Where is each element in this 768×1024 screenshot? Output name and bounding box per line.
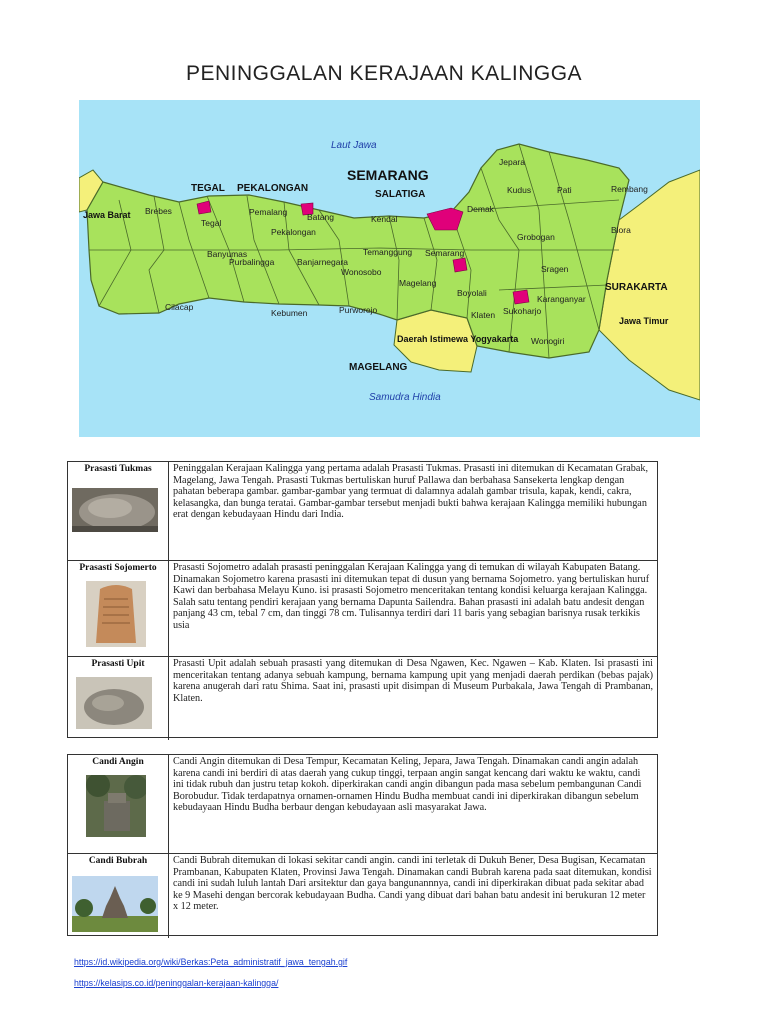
regency-label: Blora xyxy=(611,225,631,235)
row-label-cell xyxy=(68,854,169,938)
row-text-cell: Peninggalan Kerajaan Kalingga yang pertama adalah Prasasti Tukmas. Prasasti ini ditemukan di Kecamatan Grabak, Magelang, Jawa Tengah. Prasasti Tukmas bertuliskan huruf Pallawa dan berbahasa Sansekerta lengkap dengan pahatan beberapa gambar. gambar-gambar yang termuat di dalamnya adalah gambar trisula, kapak, kendi, cakra, kelasangka, dan bunga teratai. Gambar-gambar tersebut menjadi bukti bahwa kerajaan Kalingga memiliki hubungan erat dengan kebudayaan Hindu dari India. xyxy=(173,463,648,521)
surakarta-marker xyxy=(513,290,529,304)
city-label-salatiga: SALATIGA xyxy=(375,189,426,200)
regency-label: Purworejo xyxy=(339,305,378,315)
regency-label: Kudus xyxy=(507,185,532,195)
salatiga-marker xyxy=(453,258,467,272)
regency-label: Purbalingga xyxy=(229,257,275,267)
regency-label: Jepara xyxy=(499,157,525,167)
source-link[interactable]: https://id.wikipedia.org/wiki/Berkas:Peta_administratif_jawa_tengah.gif xyxy=(74,957,348,967)
table-row xyxy=(68,853,657,938)
row-label: Candi Bubrah xyxy=(88,856,148,866)
prasasti-tukmas-photo xyxy=(72,488,158,532)
neighbor-label-jatim: Jawa Timur xyxy=(619,316,669,326)
regency-label: Tegal xyxy=(201,218,222,228)
regency-label: Magelang xyxy=(399,278,437,288)
sea-north-label: Laut Jawa xyxy=(331,140,377,151)
city-label-pekalongan: PEKALONGAN xyxy=(237,183,309,194)
regency-label: Banyumas xyxy=(207,249,248,259)
regency-label: Kebumen xyxy=(271,308,308,318)
regency-label: Banjarnegara xyxy=(297,257,349,267)
regency-label: Klaten xyxy=(471,310,496,320)
regency-label: Batang xyxy=(307,212,334,222)
row-label: Prasasti Tukmas xyxy=(84,464,152,474)
prasasti-table xyxy=(67,461,658,738)
regency-label: Sragen xyxy=(541,264,569,274)
row-label: Prasasti Upit xyxy=(91,659,145,669)
city-label-magelang: MAGELANG xyxy=(349,362,408,373)
regency-label: Wonosobo xyxy=(341,267,382,277)
neighbor-label-diy: Daerah Istimewa Yogyakarta xyxy=(397,334,519,344)
prasasti-upit-photo xyxy=(76,677,152,729)
row-text-cell: Candi Bubrah ditemukan di lokasi sekitar candi angin. candi ini terletak di Dukuh Bener, Desa Bugisan, Kecamatan Prambanan, Kabupaten Klaten, Provinsi Jawa Tengah. Dinamakan candi Bubrah karena pada saat ditemukan, kondisi candi ini sudah luluh lantah Dari arsitektur dan gaya bangunannnya, candi ini diperkirakan dibuat pada sekitar abad ke 9 Masehi dengan bercorak kebudayaan Budha. Candi yang dibuat dari bahan batu andesit ini berukuran 12 meter x 12 meter. xyxy=(173,855,652,913)
regency-label: Semarang xyxy=(425,248,465,258)
regency-label: Rembang xyxy=(611,184,648,194)
central-java-map xyxy=(79,100,700,437)
regency-label: Boyolali xyxy=(457,288,487,298)
row-label-cell xyxy=(68,657,169,740)
prasasti-sojomerto-photo xyxy=(86,581,146,647)
city-label-surakarta: SURAKARTA xyxy=(605,282,668,293)
regency-label: Pati xyxy=(557,185,572,195)
row-label-cell xyxy=(68,755,169,853)
table-row xyxy=(68,462,657,560)
table-row xyxy=(68,560,657,657)
page-title: PENINGGALAN KERAJAAN KALINGGA xyxy=(185,62,583,85)
regency-label: Demak xyxy=(467,204,494,214)
source-link[interactable]: https://kelasips.co.id/peninggalan-kerajaan-kalingga/ xyxy=(74,978,279,988)
row-label: Prasasti Sojomerto xyxy=(79,563,157,573)
neighbor-label-jabar: Jawa Barat xyxy=(83,210,131,220)
table-row xyxy=(68,755,657,853)
candi-angin-photo xyxy=(86,775,146,837)
row-text-cell: Candi Angin ditemukan di Desa Tempur, Kecamatan Keling, Jepara, Jawa Tengah. Dinamakan candi angin adalah karena candi ini berdiri di atas daerah yang cukup tinggi, terpaan angin sangat kencang dari waktu ke waktu, candi ini tidak rubuh dan justru tetap kokoh. diperkirakan candi angin dibangun pada masa sebelum pembangunan Candi Borobudur. Tidak terdapatnya ornamen-ornamen Hindu Budha membuat candi ini diperkirakan dibangun sebelum kebudayaan Hindu Budha berbaur dengan kebudayaan asli masyarakat Jawa. xyxy=(173,756,642,814)
city-label-tegal: TEGAL xyxy=(191,183,225,194)
regency-label: Temanggung xyxy=(363,247,413,257)
sea-south-label: Samudra Hindia xyxy=(369,392,441,403)
regency-label: Cilacap xyxy=(165,302,194,312)
regency-label: Wonogiri xyxy=(531,336,565,346)
regency-label: Pekalongan xyxy=(271,227,316,237)
regency-label: Sukoharjo xyxy=(503,306,542,316)
row-label-cell xyxy=(68,561,169,657)
regency-label: Grobogan xyxy=(517,232,555,242)
table-row xyxy=(68,656,657,740)
regency-label: Pemalang xyxy=(249,207,288,217)
row-label: Candi Angin xyxy=(92,757,144,767)
row-text-cell: Prasasti Sojometro adalah prasasti peninggalan Kerajaan Kalingga yang di temukan di wilayah Kabupaten Batang. Dinamakan Sojometro karena prasasti ini ditemukan tepat di dusun yang bernama Sojometro. yang bertuliskan huruf Kawi dan berbahasa Melayu Kuno. isi prasasti Sojometro menceritakan tentang kondisi keluarga kerajaan Kalingga. Salah satu tentang pendiri kerajaan yang bernama Dapunta Sailendra. Bahan prasasti ini adalah batu andesit dengan panjang 43 cm, tebal 7 cm, dan tinggi 78 cm. Tulisannya terdiri dari 11 baris yang sebagian barisnya rusak terkikis usia xyxy=(173,562,650,631)
regency-label: Kendal xyxy=(371,214,398,224)
row-label-cell xyxy=(68,462,169,560)
candi-bubrah-photo xyxy=(72,876,158,932)
regency-label: Brebes xyxy=(145,206,172,216)
regency-label: Karanganyar xyxy=(537,294,586,304)
city-label-semarang: SEMARANG xyxy=(347,167,429,183)
row-text-cell: Prasasti Upit adalah sebuah prasasti yang ditemukan di Desa Ngawen, Kec. Ngawen – Kab. Klaten. Isi prasasti ini menceritakan tentang adanya sebuah kampung, bernama kampung upit yang menjadi daerah perdikan (bebas pajak) karena anugerah dari ratu Shima. Saat ini, prasasti upit disimpan di Museum Purbakala, Jawa Tengah di Prambanan, Klaten. xyxy=(173,658,653,704)
candi-table xyxy=(67,754,658,936)
